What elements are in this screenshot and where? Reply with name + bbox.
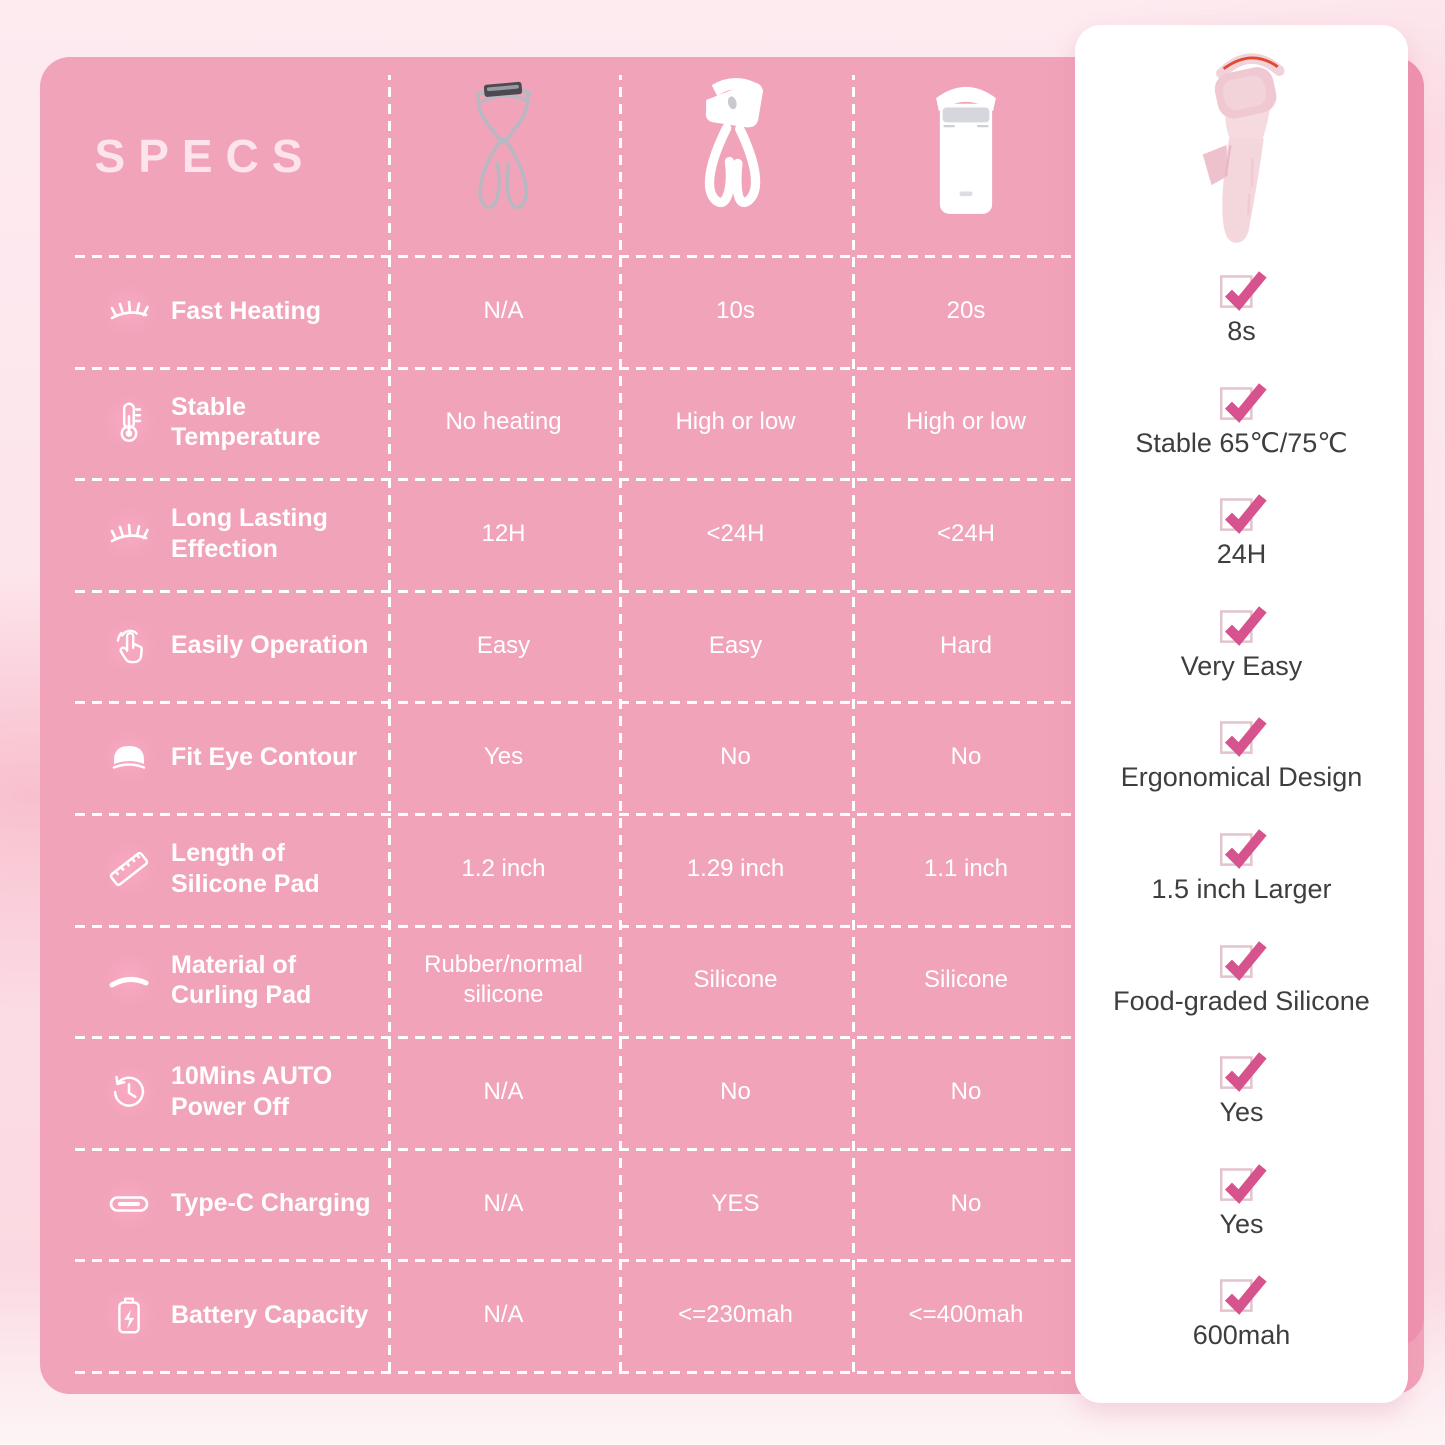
grid-line	[75, 255, 1078, 258]
type-c-icon	[102, 1177, 156, 1231]
curve-pad-icon	[102, 953, 156, 1007]
checkbox-check-icon	[1216, 488, 1268, 536]
row-header	[90, 813, 390, 925]
checklist-item-label: Ergonomical Design	[1120, 762, 1363, 793]
row-header	[90, 925, 390, 1037]
table-cell: 12H	[481, 519, 526, 547]
checkbox-check-icon	[1216, 935, 1268, 983]
checkbox-check-icon	[1216, 823, 1268, 871]
thermometer-icon	[102, 395, 156, 449]
table-row	[40, 1148, 1080, 1260]
checklist-item-label: 24H	[1216, 539, 1267, 570]
row-label: Fit Eye Contour	[171, 742, 358, 771]
row-label: Easily Operation	[171, 631, 369, 660]
table-cell: High or low	[675, 408, 796, 436]
ruler-icon	[102, 842, 156, 896]
checklist-item	[1075, 920, 1408, 1032]
table-row	[40, 925, 1080, 1037]
row-header	[90, 701, 390, 813]
checkbox-check-icon	[1216, 600, 1268, 648]
grid-line	[75, 478, 1078, 481]
table-row	[40, 255, 1080, 367]
grid-line	[75, 1371, 1078, 1374]
checklist-item	[1075, 1031, 1408, 1143]
checklist-item-label: Yes	[1219, 1208, 1264, 1239]
row-label: Length of Silicone Pad	[171, 839, 320, 898]
table-cell: N/A	[483, 1189, 524, 1217]
table-cell: <24H	[936, 519, 996, 547]
table-cell: N/A	[483, 1077, 524, 1105]
checkbox-check-icon	[1216, 1158, 1268, 1206]
table-cell: Hard	[939, 631, 993, 659]
checkbox-check-icon	[1216, 711, 1268, 759]
checklist-item	[1075, 1254, 1408, 1366]
table-cell: Silicone	[923, 966, 1009, 994]
table-row	[40, 1259, 1080, 1371]
product-column-image	[388, 57, 619, 255]
checklist-item	[1075, 696, 1408, 808]
row-header	[90, 478, 390, 590]
table-cell: N/A	[483, 1301, 524, 1329]
table-cell: 1.2 inch	[461, 854, 546, 882]
table-cell: No	[720, 1077, 751, 1105]
table-cell: No	[950, 1189, 982, 1217]
table-cell: Easy	[476, 631, 531, 659]
checklist-item-label: 8s	[1227, 315, 1256, 346]
checkbox-check-icon	[1216, 1269, 1268, 1317]
checklist-item	[1075, 808, 1408, 920]
grid-line	[75, 925, 1078, 928]
table-row	[40, 367, 1080, 479]
table-cell: No	[950, 743, 982, 771]
grid-line	[75, 701, 1078, 704]
row-header	[90, 367, 390, 479]
checklist-item-label: 1.5 inch Larger	[1151, 873, 1332, 904]
row-header	[90, 1259, 390, 1371]
checklist-item-label: Stable 65℃/75℃	[1135, 427, 1348, 458]
grid-line	[388, 75, 391, 1372]
table-cell: No	[950, 1077, 982, 1105]
row-header	[90, 1148, 390, 1260]
row-label: Battery Capacity	[171, 1300, 369, 1329]
grid-line	[75, 813, 1078, 816]
table-cell: No heating	[445, 408, 562, 436]
checkbox-check-icon	[1216, 265, 1268, 313]
row-label: 10Mins AUTO Power Off	[171, 1062, 333, 1121]
featured-product-image	[1075, 35, 1408, 277]
row-label: Long Lasting Effection	[171, 504, 328, 563]
grid-line	[75, 1148, 1078, 1151]
long-lash-icon	[102, 507, 156, 561]
table-cell: <24H	[706, 519, 765, 547]
table-cell: 1.29 inch	[686, 854, 785, 882]
table-row	[40, 478, 1080, 590]
table-cell: 10s	[716, 296, 755, 324]
tap-icon	[102, 619, 156, 673]
eyelash-icon	[102, 284, 156, 338]
row-header	[90, 590, 390, 702]
checklist-item-label: Food-graded Silicone	[1113, 985, 1370, 1016]
checklist-item-label: Very Easy	[1180, 650, 1303, 681]
checklist-item	[1075, 473, 1408, 585]
grid-line	[852, 75, 855, 1372]
grid-line	[75, 1036, 1078, 1039]
table-cell: <=230mah	[678, 1301, 793, 1329]
checklist-item	[1075, 1143, 1408, 1255]
table-cell: Easy	[708, 631, 763, 659]
checklist-item	[1075, 585, 1408, 697]
grid-line	[75, 1259, 1078, 1262]
table-cell: Silicone	[693, 966, 778, 994]
checkbox-check-icon	[1216, 377, 1268, 425]
table-cell: No	[720, 743, 751, 771]
grid-line	[619, 75, 622, 1372]
page-title: SPECS	[94, 130, 316, 182]
row-label: Material of Curling Pad	[171, 950, 312, 1010]
battery-icon	[102, 1288, 156, 1342]
row-header	[90, 1036, 390, 1148]
feature-checklist	[1075, 250, 1408, 1366]
row-label: Type-C Charging	[171, 1189, 371, 1218]
product-column-image	[619, 57, 852, 255]
row-label: Stable Temperature	[171, 392, 321, 452]
table-cell: High or low	[905, 408, 1027, 436]
checklist-item	[1075, 362, 1408, 474]
table-row	[40, 590, 1080, 702]
row-header	[90, 255, 390, 367]
featured-product-panel	[1075, 25, 1408, 1403]
table-row	[40, 701, 1080, 813]
product-column-image	[852, 57, 1080, 255]
grid-line	[75, 590, 1078, 593]
table-cell: <=400mah	[908, 1301, 1024, 1329]
table-cell: 1.1 inch	[923, 854, 1009, 882]
checkbox-check-icon	[1216, 1046, 1268, 1094]
table-cell: Yes	[483, 743, 524, 771]
eye-pad-icon	[102, 730, 156, 784]
auto-off-clock-icon	[102, 1065, 156, 1119]
table-cell: Rubber/normal silicone	[424, 951, 583, 1009]
table-cell: YES	[711, 1189, 760, 1217]
grid-line	[75, 367, 1078, 370]
checklist-item-label: Yes	[1219, 1097, 1264, 1128]
checklist-item-label: 600mah	[1192, 1320, 1291, 1351]
table-row	[40, 1036, 1080, 1148]
table-cell: 20s	[946, 296, 986, 324]
table-row	[40, 813, 1080, 925]
table-cell: N/A	[483, 296, 524, 324]
checklist-item	[1075, 250, 1408, 362]
row-label: Fast Heating	[171, 296, 322, 325]
